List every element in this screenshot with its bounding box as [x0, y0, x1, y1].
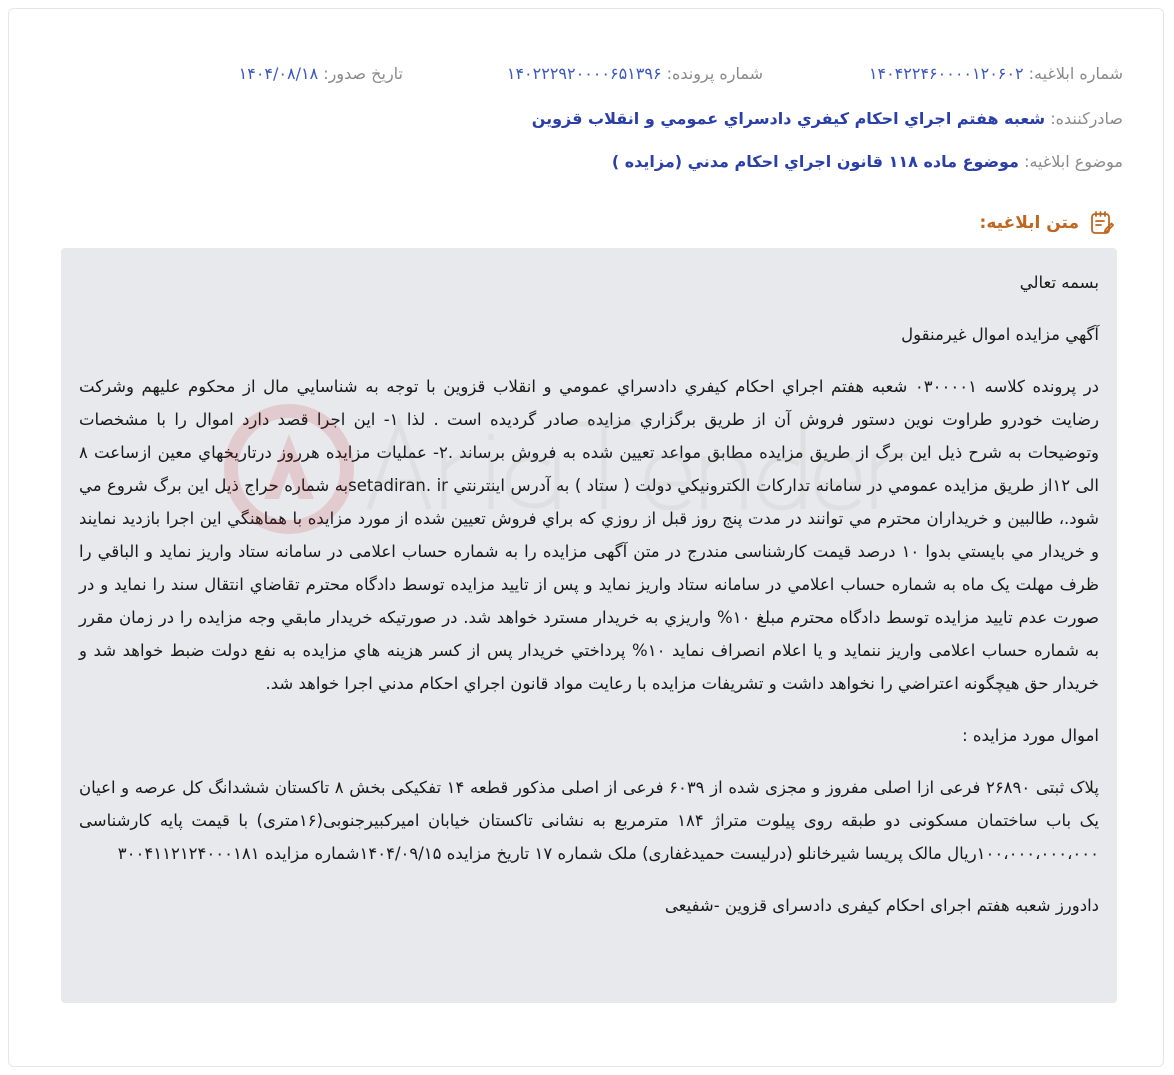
notice-number-label: شماره ابلاغيه:: [1028, 64, 1123, 83]
notice-text-title: متن ابلاغيه:: [979, 213, 1079, 233]
notice-card: [8, 8, 1164, 1067]
body-paragraph: آگهي مزايده اموال غيرمنقول: [901, 325, 1099, 344]
body-paragraph: بسمه تعالي: [1019, 273, 1099, 292]
subject-label: موضوع ابلاغيه:: [1024, 152, 1123, 171]
issue-date: [239, 59, 403, 89]
notice-text-heading: [980, 207, 1115, 239]
subject-value: موضوع ماده ۱۱۸ قانون اجراي احکام مدني (مزايده ): [611, 152, 1019, 171]
issue-date-label: تاريخ صدور:: [323, 64, 403, 83]
body-paragraph: در پرونده کلاسه ۰۳۰۰۰۰۱ شعبه هفتم اجراي احکام کيفري دادسراي عمومي و انقلاب قزوين با توجه به شناسايي مال از محکوم عليهم وشرکت رضايت خودرو طراوت نوين دستور فروش آن از طريق برگزاري مزايده صادر گرديده است . لذا ۱- اين اجرا قصد دارد اموال را با مشخصات وتوضيحات به شرح ذيل اين برگ از طريق مزايده مطابق مواعد تعيين شده به فروش برساند .۲- عمليات مزايده هرروز درتاريخهاي معين ازساعت ۸ الی ۱۲از طريق مزايده عمومي در سامانه تدارکات الکترونيکي دولت ( ستاد ) به آدرس اينترنتي setadiran. irبه شماره حراج ذيل اين برگ شروع مي شود.، طالبين و خريداران محترم مي توانند در مدت پنج روز قبل از روزي که براي فروش تعيين شده از مورد مزايده با هماهنگي اين اجرا بازديد نمايند و خريدار مي بايستي بدوا ۱۰ درصد قيمت کارشناسی مندرج در متن آگهی مزايده را به شماره حساب اعلامی در سامانه ستاد واريز نمايد و الباقي را ظرف مهلت يک ماه به شماره حساب اعلامي در سامانه ستاد واريز نمايد و پس از تاييد مزايده توسط دادگاه محترم تقاضاي انتقال سند را نمايد و در صورت عدم تاييد مزايده توسط دادگاه محترم مبلغ ۱۰% واريزي به خريدار مسترد خواهد شد. در صورتيکه خريدار مابقي وجه مزايده را در زمان مقرر به شماره حساب اعلامی واريز ننمايد و يا اعلام انصراف نمايد ۱۰% پرداختي خريدار پس از کسر هزينه هاي مزايده به نفع دولت ضبط خواهد شد و خريدار حق هيچگونه اعتراضي را نخواهد داشت و تشريفات مزايده با رعايت مواد قانون اجراي احکام مدني اجرا خواهد شد.: [79, 377, 1100, 693]
notice-number-value: ۱۴۰۴۲۲۴۶۰۰۰۰۱۲۰۶۰۲: [868, 64, 1024, 83]
case-number-value: ۱۴۰۲۲۲۹۲۰۰۰۰۶۵۱۳۹۶: [506, 64, 662, 83]
note-edit-icon: [1089, 210, 1115, 236]
body-paragraph: پلاک ثبتی ۲۶۸۹۰ فرعی ازا اصلی مفروز و مجزی شده از ۶۰۳۹ فرعی از اصلی مذکور قطعه ۱۴ تفکیکی بخش ۸ تاکستان ششدانگ کل عرصه و اعیان یک باب ساختمان مسکونی دو طبقه روی پیلوت متراژ ۱۸۴ مترمربع به نشانی تاکستان خیابان امیرکبیرجنوبی(۱۶متری) با قیمت پایه کارشناسی ۱۰۰،۰۰۰،۰۰۰،۰۰۰ریال مالک پریسا شیرخانلو (درلیست حمیدغفاری) ملک شماره ۱۷ تاریخ مزایده ۱۴۰۴/۰۹/۱۵شماره مزایده ۳۰۰۴۱۱۲۱۲۴۰۰۰۱۸۱: [79, 778, 1099, 863]
notice-meta-row: [49, 59, 1123, 89]
case-number-label: شماره پرونده:: [666, 64, 763, 83]
body-paragraph: دادورز شعبه هفتم اجرای احکام کیفری دادسرای قزوین -شفیعی: [664, 896, 1099, 915]
issue-date-value: ۱۴۰۴/۰۸/۱۸: [238, 64, 319, 83]
issuer-value: شعبه هفتم اجراي احکام کيفري دادسراي عمومي و انقلاب قزوين: [531, 109, 1046, 128]
notice-number: [869, 59, 1123, 89]
notice-body: [61, 248, 1117, 1003]
issuer-label: صادرکننده:: [1050, 109, 1123, 128]
subject-row: [49, 147, 1123, 177]
case-number: [507, 59, 763, 89]
issuer-row: [49, 104, 1123, 134]
body-paragraph: اموال مورد مزايده :: [962, 726, 1099, 745]
